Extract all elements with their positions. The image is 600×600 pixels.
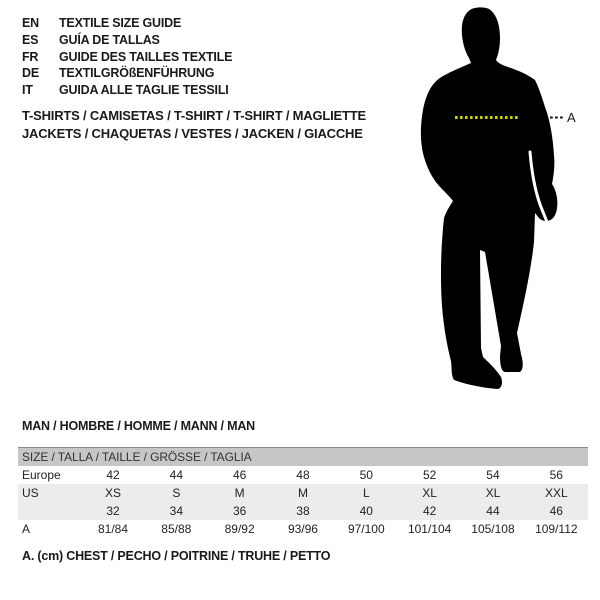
- size-cell: 38: [296, 504, 310, 518]
- size-cell: XS: [104, 486, 121, 500]
- size-cell: 48: [296, 468, 310, 482]
- size-cell: 36: [232, 504, 247, 518]
- row-label: Europe: [22, 468, 61, 482]
- man-figure: [405, 0, 600, 400]
- size-cell: 89/92: [224, 522, 255, 536]
- language-row: [22, 49, 232, 66]
- product-type-line: T-SHIRTS / CAMISETAS / T-SHIRT / T-SHIRT / MAGLIETTE: [22, 108, 366, 123]
- language-code: DE: [22, 66, 39, 81]
- size-cell: 46: [549, 504, 563, 518]
- size-cell: 54: [486, 468, 500, 482]
- language-text: GUÍA DE TALLAS: [59, 32, 160, 47]
- size-cell: 40: [359, 504, 373, 518]
- size-cell: 101/104: [407, 522, 452, 536]
- section-title: MAN / HOMBRE / HOMME / MANN / MAN: [22, 419, 255, 433]
- table-row: [18, 484, 588, 502]
- measurement-label-a: A: [567, 110, 576, 125]
- product-type-line: JACKETS / CHAQUETAS / VESTES / JACKEN / GIACCHE: [22, 126, 363, 141]
- size-table-header-row: [18, 448, 588, 467]
- size-cell: XXL: [544, 486, 568, 500]
- language-row: [22, 32, 232, 49]
- size-cell: 42: [422, 504, 437, 518]
- size-cell: 109/112: [535, 522, 578, 536]
- size-cell: 97/100: [347, 522, 385, 536]
- row-label: US: [22, 486, 39, 500]
- size-cell: 93/96: [287, 522, 318, 536]
- man-silhouette-graphic: [405, 0, 600, 400]
- size-cell: 56: [549, 468, 563, 482]
- size-cell: 44: [169, 468, 183, 482]
- row-label: [18, 502, 81, 520]
- language-row: [22, 15, 232, 32]
- language-code: EN: [22, 16, 39, 30]
- size-table-header: SIZE / TALLA / TAILLE / GRÖSSE / TAGLIA: [18, 448, 588, 467]
- language-code: FR: [22, 49, 39, 64]
- size-cell: M: [234, 486, 245, 500]
- size-cell: 52: [422, 468, 437, 482]
- language-text: TEXTILE SIZE GUIDE: [59, 16, 182, 30]
- row-label: A: [22, 522, 31, 536]
- table-row: [18, 520, 588, 538]
- language-row: [22, 65, 232, 82]
- size-cell: 32: [106, 504, 120, 518]
- size-cell: XL: [485, 486, 501, 500]
- size-table: [18, 447, 588, 538]
- footnote: A. (cm) CHEST / PECHO / POITRINE / TRUHE / PETTO: [22, 549, 331, 563]
- size-cell: 34: [169, 504, 183, 518]
- language-text: TEXTILGRÖßENFÜHRUNG: [59, 66, 215, 81]
- size-cell: 85/88: [161, 522, 192, 536]
- table-row: [18, 466, 588, 484]
- product-types: [22, 107, 366, 143]
- size-cell: 105/108: [471, 522, 515, 536]
- size-cell: 81/84: [97, 522, 128, 536]
- language-text: GUIDA ALLE TAGLIE TESSILI: [59, 83, 229, 98]
- language-row: [22, 82, 232, 99]
- language-text: GUIDE DES TAILLES TEXTILE: [59, 49, 233, 64]
- language-code: IT: [22, 83, 33, 98]
- size-cell: 46: [232, 468, 247, 482]
- size-cell: XL: [422, 486, 437, 500]
- table-row: [18, 502, 588, 520]
- size-cell: L: [362, 486, 370, 500]
- size-cell: M: [297, 486, 308, 500]
- size-cell: S: [172, 486, 181, 500]
- language-code: ES: [22, 32, 39, 47]
- language-list: [22, 15, 232, 99]
- size-cell: 44: [486, 504, 500, 518]
- size-cell: 42: [106, 468, 120, 482]
- size-cell: 50: [359, 468, 373, 482]
